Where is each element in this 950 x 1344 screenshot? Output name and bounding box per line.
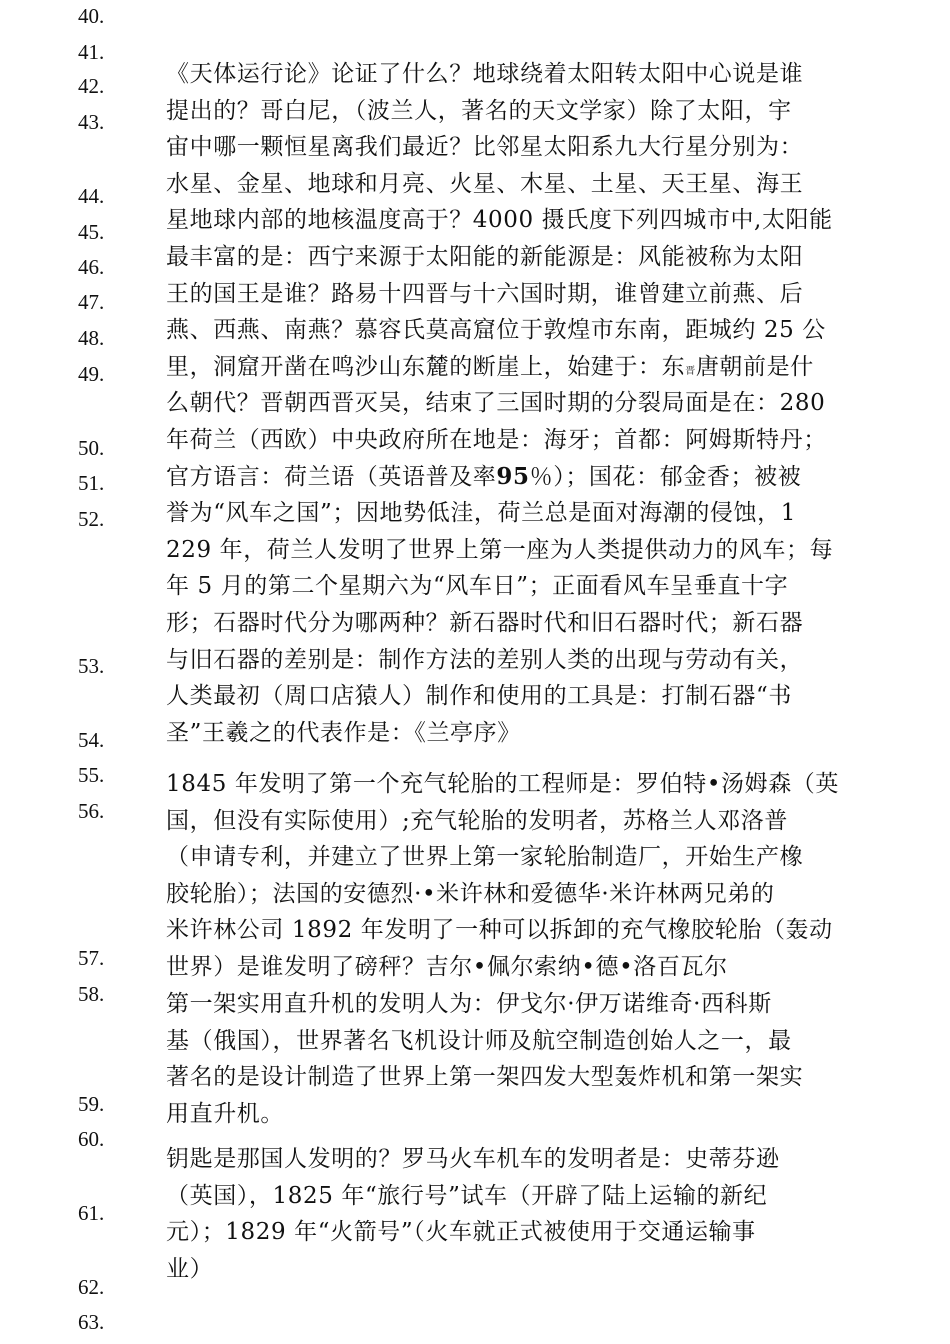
text-line: 基（俄国），世界著名飞机设计师及航空制造创始人之一，最	[166, 1027, 792, 1054]
text-line: 业）	[166, 1255, 214, 1282]
text-line: 胶轮胎）；法国的安德烈·•米许林和爱德华·米许林两兄弟的	[166, 880, 775, 907]
text-line: 年荷兰（西欧）中央政府所在地是：海牙；首都：阿姆斯特丹；	[166, 426, 827, 453]
text-line: 燕、西燕、南燕？慕容氏莫高窟位于敦煌市东南，距城约 25 公	[166, 317, 826, 344]
bold-number: 95	[496, 462, 530, 490]
text-line: 王的国王是谁？路易十四晋与十六国时期，谁曾建立前燕、后	[166, 280, 804, 307]
text-segment: 唐朝前是什	[695, 353, 814, 380]
line-number: 60.	[78, 1127, 105, 1151]
text-line: 第一架实用直升机的发明人为：伊戈尔·伊万诺维奇·西科斯	[166, 991, 772, 1017]
text-line: 用直升机。	[166, 1100, 284, 1127]
text-segment: 里，洞窟开凿在鸣沙山东麓的断崖上，始建于：东	[166, 353, 686, 380]
line-number: 41.	[78, 40, 105, 64]
text-line: 年 5 月的第二个星期六为“风车日”；正面看风车呈垂直十字	[166, 573, 789, 600]
line-number: 54.	[78, 728, 105, 752]
line-number: 58.	[78, 982, 105, 1006]
text-line: 星地球内部的地核温度高于？4000 摄氏度下列四城市中,太阳能	[166, 207, 833, 234]
text-line: 《天体运行论》论证了什么？地球绕着太阳转太阳中心说是谁	[166, 61, 804, 87]
line-number: 61.	[78, 1201, 105, 1225]
line-number: 44.	[78, 184, 105, 208]
paragraph-helicopter-inventor	[166, 986, 876, 1132]
text-line: 誉为“风车之国”；因地势低洼，荷兰总是面对海潮的侵蚀，1	[166, 500, 796, 527]
text-line: 么朝代？晋朝西晋灭吴，结束了三国时期的分裂局面是在：280	[166, 390, 826, 417]
text-line: 元）；1829 年“火箭号”（火车就正式被使用于交通运输事	[166, 1219, 756, 1246]
line-number: 45.	[78, 220, 105, 244]
text-line: 形；石器时代分为哪两种？新石器时代和旧石器时代；新石器	[166, 609, 804, 636]
text-line: 水星、金星、地球和月亮、火星、木星、土星、天王星、海王	[166, 170, 804, 197]
line-number: 55.	[78, 763, 105, 787]
text-line: 国，但没有实际使用）;充气轮胎的发明者，苏格兰人邓洛普	[166, 807, 788, 834]
text-line: 最丰富的是：西宁来源于太阳能的新能源是：风能被称为太阳	[166, 243, 804, 270]
line-number: 51.	[78, 471, 105, 495]
text-line: 世界）是谁发明了磅秤？吉尔•佩尔索纳•德•洛百瓦尔	[166, 953, 728, 980]
line-number: 53.	[78, 654, 105, 678]
line-number: 47.	[78, 290, 105, 314]
line-number: 62.	[78, 1275, 105, 1299]
text-segment: 官方语言：荷兰语（英语普及率	[166, 463, 497, 490]
text-segment: ％）；国花：郁金香；被被	[529, 463, 802, 490]
line-number: 43.	[78, 110, 105, 134]
text-line: 人类最初（周口店猿人）制作和使用的工具是：打制石器“书	[166, 683, 792, 710]
paragraph-astronomy-history	[166, 56, 876, 751]
text-line: 与旧石器的差别是：制作方法的差别人类的出现与劳动有关，	[166, 646, 804, 673]
text-line: （申请专利，并建立了世界上第一家轮胎制造厂，开始生产橡	[166, 844, 804, 871]
text-line: 1845 年发明了第一个充气轮胎的工程师是：罗伯特•汤姆森（英	[166, 771, 840, 797]
line-number: 46.	[78, 255, 105, 279]
line-number: 63.	[78, 1310, 105, 1334]
text-line: （英国），1825 年“旅行号”试车（开辟了陆上运输的新纪	[166, 1182, 768, 1209]
line-number: 40.	[78, 4, 105, 28]
line-number: 59.	[78, 1092, 105, 1116]
text-line: 钥匙是那国人发明的？罗马火车机车的发明者是：史蒂芬逊	[166, 1146, 780, 1172]
text-line	[166, 349, 876, 386]
line-number: 57.	[78, 946, 105, 970]
text-line: 宙中哪一颗恒星离我们最近？比邻星太阳系九大行星分别为：	[166, 134, 804, 161]
text-line	[166, 459, 876, 496]
small-text: 晋	[685, 365, 696, 377]
text-line: 著名的是设计制造了世界上第一架四发大型轰炸机和第一架实	[166, 1064, 804, 1091]
paragraph-locomotive-inventor	[166, 1141, 876, 1287]
text-line: 提出的？哥白尼，（波兰人，著名的天文学家）除了太阳，宇	[166, 97, 792, 124]
line-number: 56.	[78, 799, 105, 823]
text-line: 圣”王羲之的代表作是：《兰亭序》	[166, 719, 521, 746]
paragraph-tire-inventors	[166, 766, 876, 986]
line-number: 50.	[78, 436, 105, 460]
text-line: 米许林公司 1892 年发明了一种可以拆卸的充气橡胶轮胎（轰动	[166, 917, 833, 944]
line-number: 42.	[78, 74, 105, 98]
line-number: 48.	[78, 326, 105, 350]
line-number: 49.	[78, 362, 105, 386]
line-number: 52.	[78, 507, 105, 531]
text-line: 229 年，荷兰人发明了世界上第一座为人类提供动力的风车；每	[166, 536, 834, 563]
